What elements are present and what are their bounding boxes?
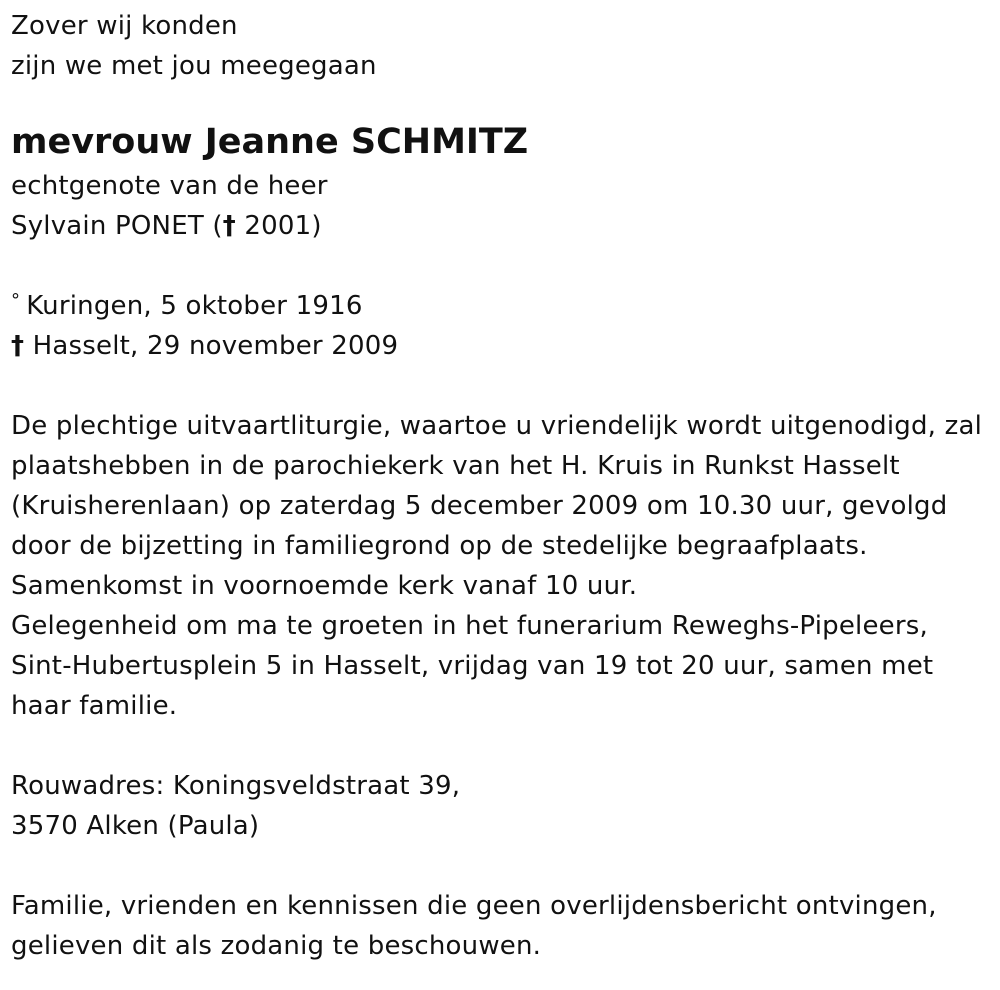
death-line bbox=[11, 326, 996, 366]
closing-line-2: gelieven dit als zodanig te beschouwen. bbox=[11, 931, 542, 961]
spacer bbox=[11, 246, 996, 286]
intro-line-2: zijn we met jou meegegaan bbox=[11, 51, 377, 81]
spacer bbox=[11, 846, 996, 886]
ceremony-paragraph bbox=[11, 406, 996, 726]
deceased-name: mevrouw Jeanne SCHMITZ bbox=[11, 122, 529, 162]
mourning-address-line-1: Rouwadres: Koningsveldstraat 39, bbox=[11, 771, 461, 801]
ceremony-line: door de bijzetting in familiegrond op de stedelijke begraafplaats. bbox=[11, 531, 868, 561]
birth-line bbox=[11, 286, 996, 326]
ceremony-line: haar familie. bbox=[11, 691, 178, 721]
birth-symbol-icon: ° bbox=[11, 290, 21, 311]
spacer bbox=[11, 366, 996, 406]
relation-line: echtgenote van de heer bbox=[11, 171, 328, 201]
death-text: Hasselt, 29 november 2009 bbox=[32, 331, 399, 361]
ceremony-line: Sint-Hubertusplein 5 in Hasselt, vrijdag van 19 tot 20 uur, samen met bbox=[11, 651, 934, 681]
birth-text: Kuringen, 5 oktober 1916 bbox=[26, 291, 363, 321]
spouse-line bbox=[11, 206, 996, 246]
mourning-address-line-2: 3570 Alken (Paula) bbox=[11, 811, 260, 841]
spacer bbox=[11, 726, 996, 766]
ceremony-line: Samenkomst in voornoemde kerk vanaf 10 uur. bbox=[11, 571, 638, 601]
cross-icon: † bbox=[11, 331, 25, 361]
ceremony-line: plaatshebben in de parochiekerk van het H. Kruis in Runkst Hasselt bbox=[11, 451, 900, 481]
spouse-death-year: 2001) bbox=[235, 211, 322, 241]
intro-line-1: Zover wij konden bbox=[11, 11, 238, 41]
cross-icon: † bbox=[222, 211, 236, 241]
spouse-name: Sylvain PONET ( bbox=[11, 211, 223, 241]
ceremony-line: (Kruisherenlaan) op zaterdag 5 december 2009 om 10.30 uur, gevolgd bbox=[11, 491, 948, 521]
ceremony-line: Gelegenheid om ma te groeten in het funerarium Reweghs-Pipeleers, bbox=[11, 611, 928, 641]
closing-line-1: Familie, vrienden en kennissen die geen overlijdensbericht ontvingen, bbox=[11, 891, 937, 921]
obituary-notice bbox=[11, 6, 996, 966]
ceremony-line: De plechtige uitvaartliturgie, waartoe u vriendelijk wordt uitgenodigd, zal bbox=[11, 411, 983, 441]
